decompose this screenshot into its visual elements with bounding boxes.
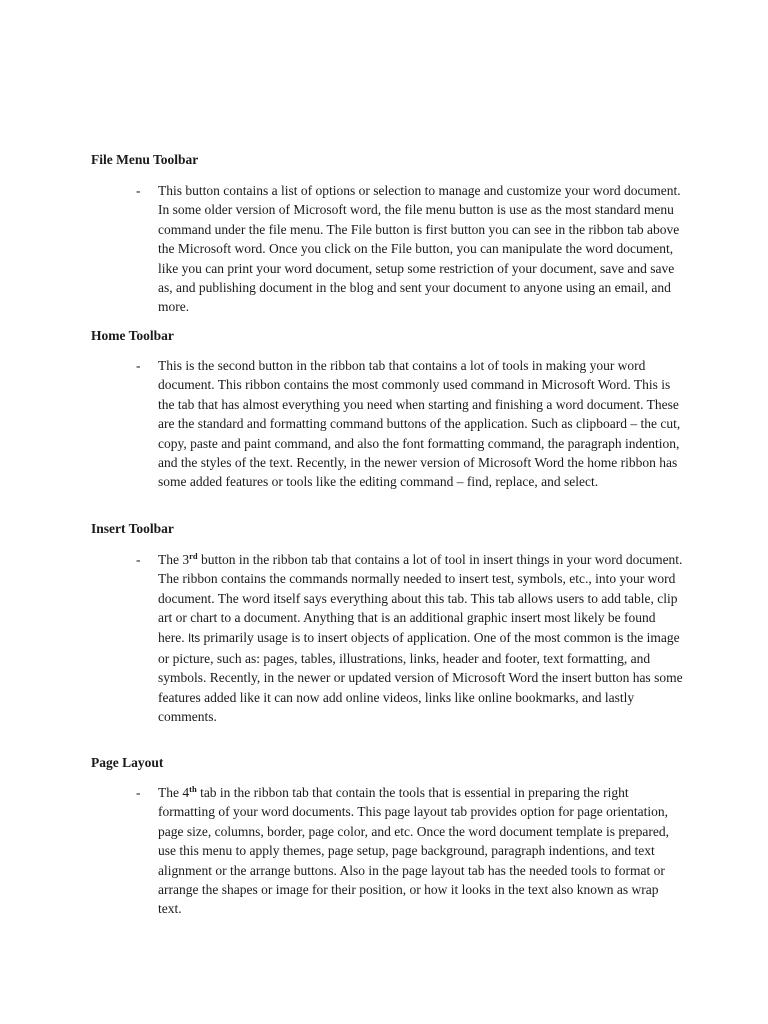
- bullet-item-home: [91, 356, 681, 516]
- text-segment: The 4: [158, 785, 190, 800]
- text-segment: The 3: [158, 552, 190, 567]
- text-segment: primarily usage is to insert objects of application. One of the most common is the image or picture, such as: pages, tables, illustrations, links, header and footer, text formatting, and symbols. Recently, in the newer or updated version of Microsoft Word the insert button has some features added like it can now add online videos, links like online bookmarks, and lastly comments.: [158, 629, 683, 725]
- text-segment: tab in the ribbon tab that contain the tools that is essential in preparing the right formatting of your word documents. This page layout tab provides option for page orientation, page size, columns, border, page color, and etc. Once the word document template is prepared, use this menu to apply themes, page setup, page background, paragraph indentions, and text alignment or the arrange buttons. Also in the page layout tab has the needed tools to format or arrange the shapes or image for their position, or how it looks in the text also known as wrap text.: [158, 785, 669, 917]
- section-heading-file-menu-toolbar: File Menu Toolbar: [91, 152, 199, 167]
- bullet-text-home: This is the second button in the ribbon tab that contains a lot of tools in making your word document. This ribbon contains the most commonly used command in Microsoft Word. This is the tab that has almost everything you need when starting and finishing a word document. These are the standard and formatting command buttons of the application. Such as clipboard – the cut, copy, paste and paint command, and also the font formatting command, the paragraph indention, and the styles of the text. Recently, in the newer version of Microsoft Word the home ribbon has some added features or tools like the editing command – find, replace, and select.: [158, 358, 681, 490]
- bullet-text-file-menu: This button contains a list of options or selection to manage and customize your word document. In some older version of Microsoft word, the file menu button is use as the most standard menu command under the file menu. The File button is first button you can see in the ribbon tab above the Microsoft word. Once you click on the File button, you can manipulate the word document, like you can print your word document, setup some restriction of your document, save and save as, and publishing document in the blog and sent your document to anyone using an email, and more.: [158, 183, 681, 315]
- section-heading-page-layout: Page Layout: [91, 755, 164, 770]
- ordinal-superscript: th: [189, 784, 197, 794]
- bullet-text-insert: [158, 550, 684, 727]
- bullet-text-page-layout: [158, 783, 684, 919]
- bullet-item-page-layout: [91, 783, 681, 943]
- bullet-dash: -: [136, 183, 141, 198]
- bullet-dash: -: [136, 785, 141, 800]
- section-heading-home-toolbar: Home Toolbar: [91, 328, 174, 343]
- text-segment: button in the ribbon tab that contains a lot of tool in insert things in your word document. The ribbon contains the commands normally needed to insert test, symbols, etc., into your word document. The word itself says everything about this tab. This tab allows users to add table, clip art or chart to a document. Anything that is an additional graphic insert most likely be found here.: [158, 552, 683, 645]
- text-segment-its: Its: [187, 632, 201, 645]
- bullet-dash: -: [136, 552, 141, 567]
- ordinal-superscript: rd: [189, 551, 198, 561]
- bullet-item-insert: [91, 550, 681, 750]
- bullet-item-file-menu: [91, 181, 681, 341]
- bullet-dash: -: [136, 358, 141, 373]
- section-heading-insert-toolbar: Insert Toolbar: [91, 521, 174, 536]
